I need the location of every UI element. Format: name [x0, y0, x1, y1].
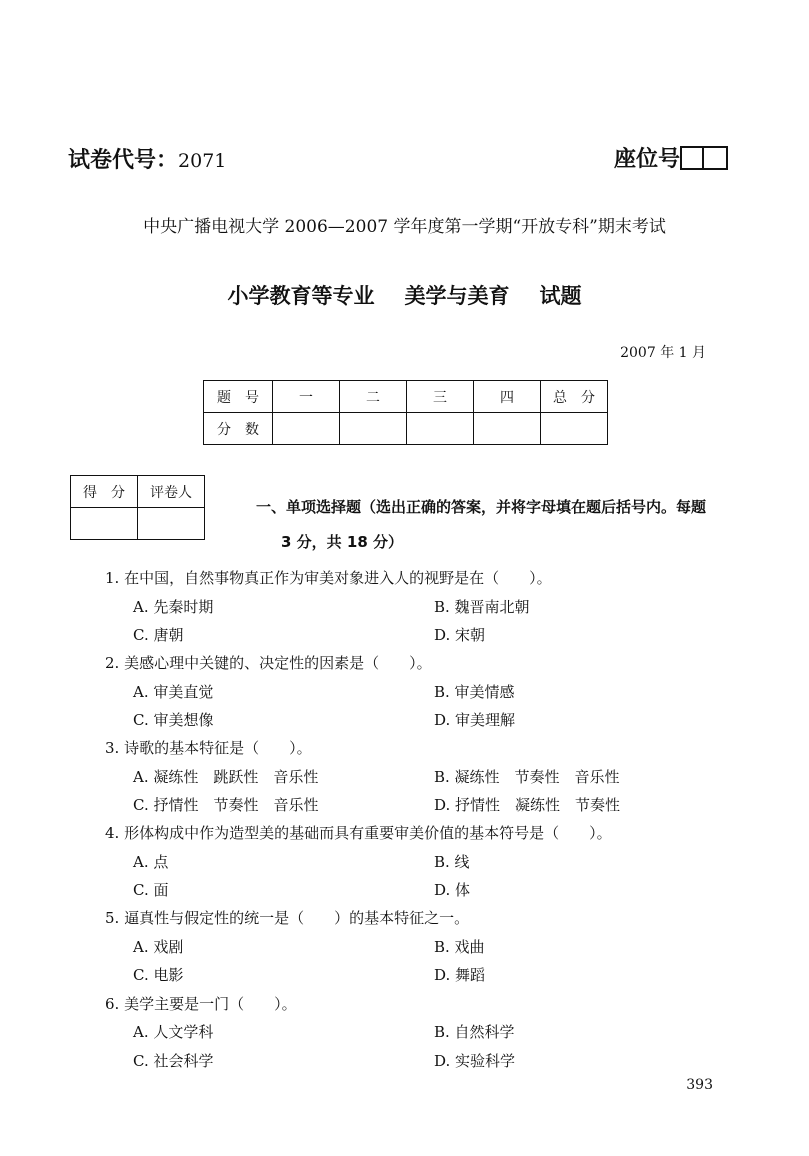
title-major: 小学教育等专业: [227, 284, 375, 308]
question-option: B. 魏晋南北朝: [434, 598, 530, 616]
question-stem: 2. 美感心理中关键的、决定性的因素是（ ）。: [105, 654, 432, 672]
grader-table: [70, 475, 205, 540]
exam-name: 中央广播电视大学 2006—2007 学年度第一学期“开放专科”期末考试: [143, 217, 666, 237]
seat-number-label: 座位号: [614, 147, 681, 172]
score-header-cell: 四: [474, 381, 541, 413]
question-stem: 1. 在中国，自然事物真正作为审美对象进入人的视野是在（ ）。: [105, 569, 552, 587]
grader-score-cell: [71, 508, 138, 540]
question-option: D. 审美理解: [434, 711, 516, 729]
score-cell: [273, 413, 340, 445]
paper-code: [68, 143, 226, 174]
score-cell: [340, 413, 407, 445]
question-option: C. 审美想像: [133, 711, 214, 729]
score-cell: [474, 413, 541, 445]
question-option: D. 舞蹈: [434, 966, 486, 984]
score-cell: [541, 413, 608, 445]
title-suffix: 试题: [539, 284, 582, 308]
grader-score-header: 得 分: [71, 476, 138, 508]
question-option: C. 唐朝: [133, 626, 184, 644]
score-header-cell: 一: [273, 381, 340, 413]
seat-box-1: [680, 146, 704, 170]
paper-code-label: 试卷代号：: [68, 148, 179, 173]
score-table-header-row: [204, 381, 608, 413]
score-table-value-row: [204, 413, 608, 445]
score-cell: [407, 413, 474, 445]
page-number: 393: [686, 1077, 713, 1093]
question-option: C. 面: [133, 881, 169, 899]
question-option: A. 戏剧: [133, 938, 184, 956]
score-header-cell: 二: [340, 381, 407, 413]
question-stem: 3. 诗歌的基本特征是（ ）。: [105, 739, 312, 757]
question-option: A. 审美直觉: [133, 683, 214, 701]
question-stem: 5. 逼真性与假定性的统一是（ ）的基本特征之一。: [105, 909, 470, 927]
question-option: B. 线: [434, 853, 470, 871]
title-course: 美学与美育: [404, 284, 510, 308]
question-option: A. 点: [133, 853, 169, 871]
exam-title: [0, 280, 809, 310]
seat-number: [614, 142, 728, 173]
question-option: B. 凝练性 节奏性 音乐性: [434, 768, 620, 786]
question-stem: 6. 美学主要是一门（ ）。: [105, 995, 297, 1013]
question-option: D. 宋朝: [434, 626, 486, 644]
question-option: B. 戏曲: [434, 938, 485, 956]
question-option: D. 抒情性 凝练性 节奏性: [434, 796, 621, 814]
question-option: B. 自然科学: [434, 1023, 515, 1041]
section-heading: 一、单项选择题（选出正确的答案，并将字母填在题后括号内。每题: [256, 498, 707, 516]
exam-date: 2007 年 1 月: [620, 345, 706, 361]
score-row-label: 分 数: [204, 413, 273, 445]
score-header-cell: 三: [407, 381, 474, 413]
question-option: C. 抒情性 节奏性 音乐性: [133, 796, 319, 814]
question-stem: 4. 形体构成中作为造型美的基础而具有重要审美价值的基本符号是（ ）。: [105, 824, 612, 842]
question-option: D. 实验科学: [434, 1052, 516, 1070]
question-option: B. 审美情感: [434, 683, 515, 701]
question-option: C. 电影: [133, 966, 184, 984]
grader-name-header: 评卷人: [138, 476, 205, 508]
paper-code-number: 2071: [178, 150, 227, 172]
question-option: D. 体: [434, 881, 471, 899]
question-option: A. 先秦时期: [133, 598, 214, 616]
question-option: C. 社会科学: [133, 1052, 214, 1070]
score-header-cell: 题 号: [204, 381, 273, 413]
question-option: A. 人文学科: [133, 1023, 214, 1041]
score-table: [203, 380, 608, 445]
score-header-cell: 总 分: [541, 381, 608, 413]
question-option: A. 凝练性 跳跃性 音乐性: [133, 768, 319, 786]
seat-box-2: [704, 146, 728, 170]
grader-name-cell: [138, 508, 205, 540]
section-heading-cont: 3 分，共 18 分）: [281, 533, 403, 551]
